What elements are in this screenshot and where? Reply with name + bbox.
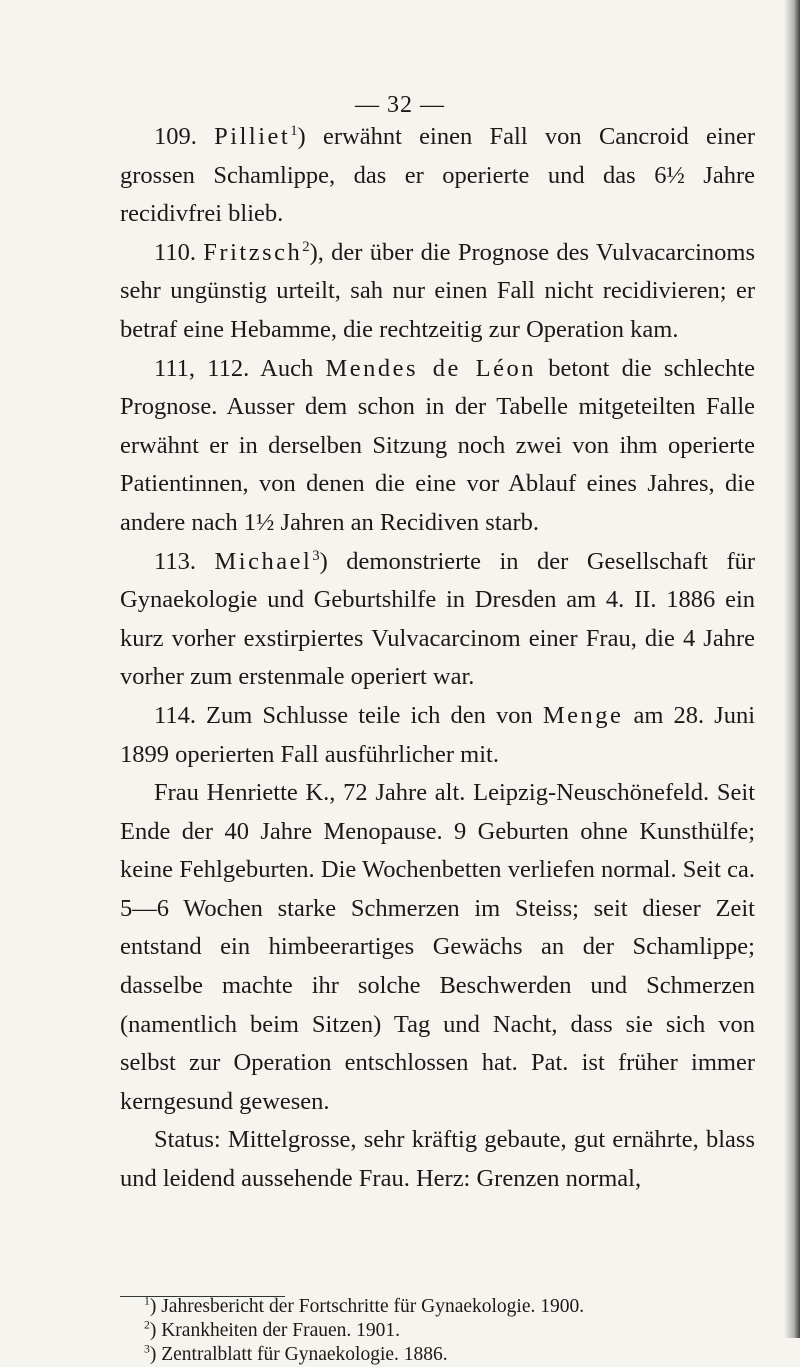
paragraph-case-history: Frau Henriette K., 72 Jahre alt. Leipzig-Neuschönefeld. Seit Ende der 40 Jahre Menopause. 9 Geburten ohne Kunsthülfe; keine Fehlgeburten. Die Wochenbetten verliefen normal. Seit ca. 5—6 Wochen starke Schmerzen im Steiss; seit dieser Zeit entstand ein himbeerartiges Gewächs an der Schamlippe; dasselbe machte ihr solche Beschwerden und Schmerzen (namentlich beim Sitzen) Tag und Nacht, dass sie sich von selbst zur Operation entschlossen hat. Pat. ist früher immer kerngesund gewesen.: [120, 779, 755, 1115]
page-number: — 32 —: [355, 92, 445, 118]
paragraph-114: 114. Zum Schlusse teile ich den von Menge am 28. Juni 1899 operierten Fall ausführlicher mit.: [120, 701, 756, 768]
footnote-2: $^2$) Krankheiten der Frauen. 1901.: [144, 1318, 401, 1341]
author-name: Fritzsch: [203, 238, 303, 266]
author-name: Menge: [542, 701, 624, 729]
paragraph-status: Status: Mittelgrosse, sehr kräftig gebaute, gut ernährte, blass und leidend aussehende Frau. Herz: Grenzen normal,: [120, 1126, 755, 1193]
author-name: Mendes de Léon: [325, 354, 536, 382]
footnote-3: $^3$) Zentralblatt für Gynaekologie. 1886.: [144, 1342, 448, 1365]
paragraph-110: 110. Fritzsch$^2$), der über die Prognose des Vulvacarcinoms sehr ungünstig urteilt, sah nur einen Fall nicht recidivieren; er betraf eine Hebamme, die rechtzeitig zur Operation kam.: [120, 238, 756, 343]
footnote-1: $^1$) Jahresbericht der Fortschritte für Gynaekologie. 1900.: [144, 1294, 585, 1317]
footnote-ref: 3: [312, 547, 320, 564]
paragraph-111-112: 111, 112. Auch Mendes de Léon betont die schlechte Prognose. Ausser dem schon in der Tabelle mitgeteilten Falle erwähnt er in derselben Sitzung noch zwei von ihm operierte Patientinnen, von denen die eine vor Ablauf eines Jahres, die andere nach 1½ Jahren an Recidiven starb.: [120, 354, 755, 536]
scanned-page-edge: [784, 0, 800, 1338]
body-text: [120, 118, 755, 1199]
paragraph-109: 109. Pilliet$^1$) erwähnt einen Fall von Cancroid einer grossen Schamlippe, das er operierte und das 6½ Jahre recidivfrei blieb.: [120, 122, 755, 228]
footnotes: [120, 1295, 760, 1367]
paragraph-113: 113. Michael$^3$) demonstrierte in der Gesellschaft für Gynaekologie und Geburtshilfe in Dresden am 4. II. 1886 ein kurz vorher exstirpiertes Vulvacarcinom einer Frau, die 4 Jahre vorher zum erstenmale operiert war.: [120, 547, 756, 691]
footnote-ref: 2: [302, 238, 310, 255]
author-name: Michael: [214, 547, 313, 575]
author-name: Pilliet: [214, 123, 291, 150]
footnote-ref: 1: [290, 122, 298, 139]
